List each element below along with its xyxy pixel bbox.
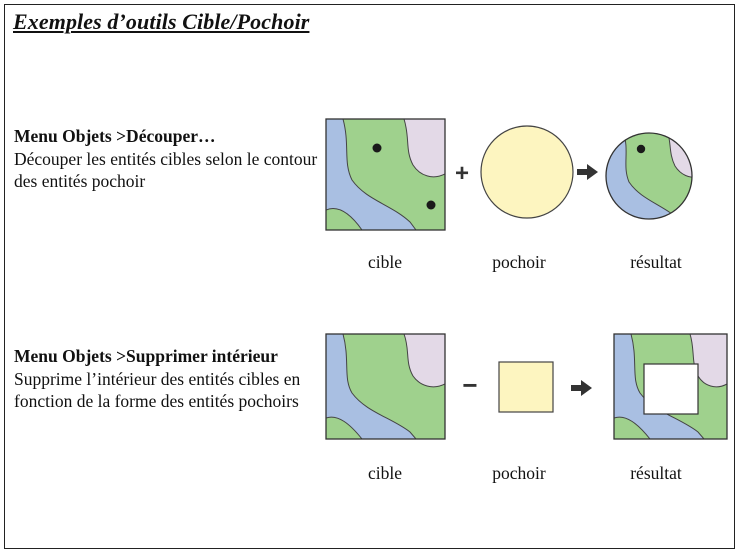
point-feature <box>427 201 436 210</box>
stencil-circle <box>481 126 573 218</box>
section-erase-heading: Menu Objets >Supprimer intérieur <box>14 346 278 366</box>
caption-stencil-1: pochoir <box>492 252 546 272</box>
caption-result-2: résultat <box>630 463 682 483</box>
target-map-1 <box>326 119 445 230</box>
caption-stencil-2: pochoir <box>492 463 546 483</box>
section-clip-text: Découper les entités cibles selon le contour des entités pochoir <box>14 148 318 191</box>
plus-operator: + <box>454 160 470 187</box>
section-erase-text: Supprime l’intérieur des entités cibles en fonction de la forme des entités pochoirs <box>14 368 301 411</box>
section-clip-heading: Menu Objets >Découper… <box>14 126 216 146</box>
caption-target-1: cible <box>367 252 402 272</box>
erased-hole <box>644 364 698 414</box>
minus-operator: − <box>462 370 478 400</box>
point-feature <box>373 144 382 153</box>
page-title: Exemples d’outils Cible/Pochoir <box>13 9 310 34</box>
stencil-square <box>499 362 553 412</box>
arrow-right-icon <box>571 380 592 396</box>
point-feature <box>637 145 645 153</box>
arrow-right-icon <box>577 164 598 180</box>
caption-result-1: résultat <box>630 252 682 272</box>
caption-target-2: cible <box>367 463 402 483</box>
target-map-2 <box>326 334 445 439</box>
result-map-1 <box>600 130 700 230</box>
